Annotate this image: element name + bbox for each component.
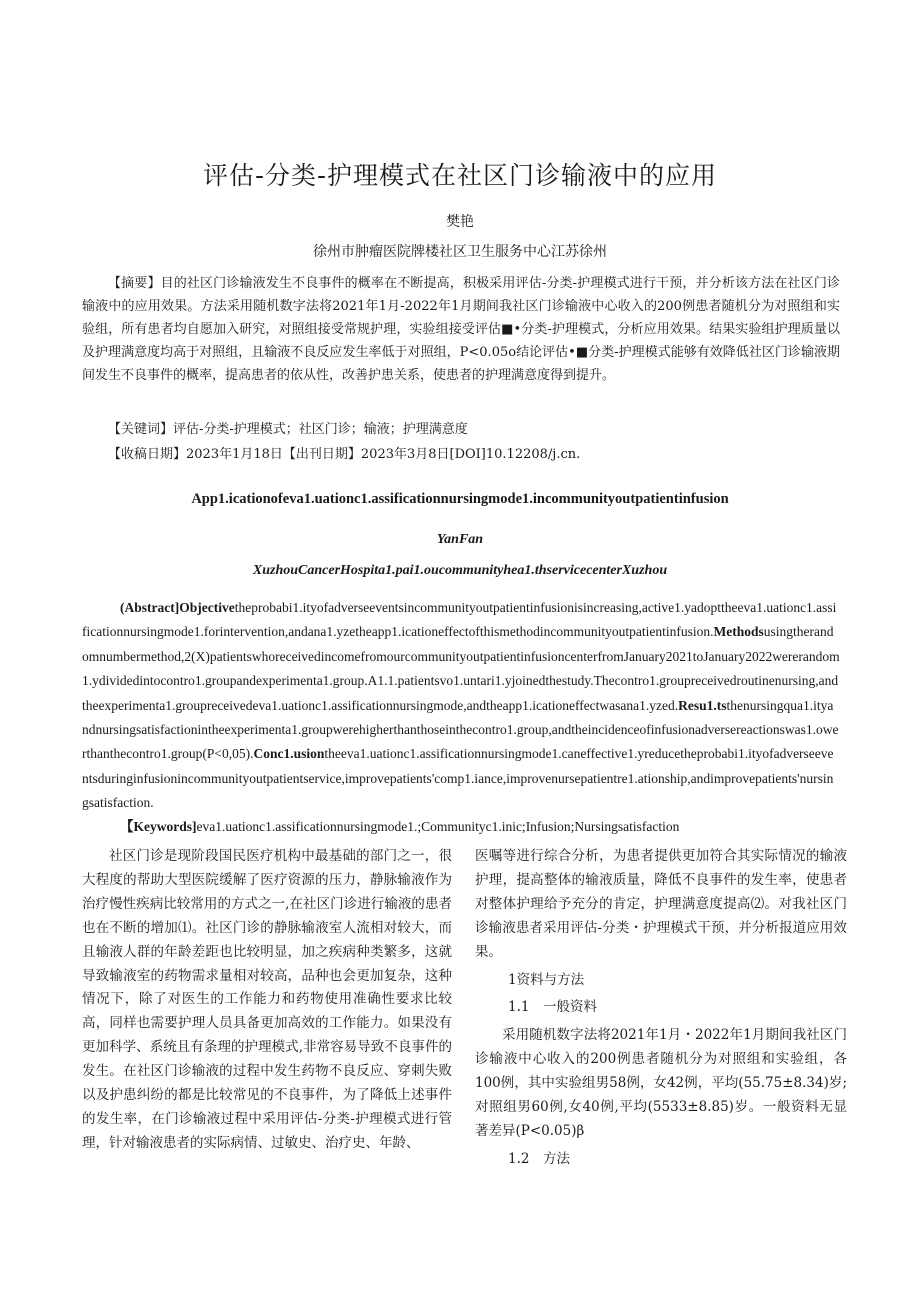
keywords-label-en: 【Keywords] xyxy=(120,819,197,834)
conclusion-label: Conc1.usion xyxy=(253,746,325,762)
abstract-label-en: (Abstract] xyxy=(120,600,180,615)
keywords-text-en: eva1.uationc1.assificationnursingmode1.;Communityc1.inic;Infusion;Nursingsatisfaction xyxy=(196,819,680,834)
keywords-cn: 【关键词】评估-分类-护理模式；社区门诊；输液；护理满意度 xyxy=(108,422,468,437)
section-heading-1: 1资料与方法 xyxy=(508,971,585,988)
section-heading-1-1: 1.1 一般资料 xyxy=(508,999,597,1016)
objective-text: theprobabi1.ityofadverseeventsincommunityoutpatientinfusionisincreasing,active1.yadopttheeva1.uationc1.assificationnursingmode1.forintervention,andana1.yzetheapp1.icationeffectofthismethodincommunityoutpatientinfusion. xyxy=(82,600,837,640)
intro-paragraph-left: 社区门诊是现阶段国民医疗机构中最基础的部门之一，很大程度的帮助大型医院缓解了医疗资源的压力，静脉输液作为治疗慢性疾病比较常用的方式之一,在社区门诊进行输液的患者也在不断的增加⑴。社区门诊的静脉输液室人流相对较大，而且输液人群的年龄差距也比较明显，加之疾病种类繁多，这就导致输液室的药物需求量相对较高，品种也会更加复杂，这种情况下，除了对医生的工作能力和药物使用准确性要求比较高，同样也需要护理人员具备更加高效的工作能力。如果没有更加科学、系统且有条理的护理模式,非常容易导致不良事件的发生。在社区门诊输液的过程中发生药物不良反应、穿刺失败以及护患纠纷的都是比较常见的不良事件，为了降低上述事件的发生率，在门诊输液过程中采用评估-分类-护理模式进行管理，针对输液患者的实际病情、过敏史、治疗史、年龄、 xyxy=(82,848,452,1151)
affiliation-en: XuzhouCancerHospita1.pai1.oucommunityhea1.thservicecenterXuzhou xyxy=(252,563,668,578)
results-label: Resu1.ts xyxy=(678,697,727,713)
results-text: thenursingqua1.ityandnursingsatisfactionintheexperimenta1.groupwerehigherthanthoseinthecontro1.group,andtheincidenceofinfusionadversereactionswas1.owerthanthecontro1.group(P<0,05). xyxy=(82,697,839,762)
body-column-right xyxy=(475,845,847,1172)
intro-paragraph-right: 医嘱等进行综合分析，为患者提供更加符合其实际情况的输液护理，提高整体的输液质量，降低不良事件的发生率，使患者对整体护理给予充分的肯定，护理满意度提高⑵。对我社区门诊输液患者采用评估-分类・护理模式干预，并分析报道应用效果。 xyxy=(475,848,847,960)
author-name-cn: 樊艳 xyxy=(446,214,474,230)
methods-label: Methods xyxy=(713,624,764,640)
author-name-en: YanFan xyxy=(436,532,484,547)
methods-text: usingtherandomnumbermethod,2(X)patientswhoreceivedincomefromourcommunityoutpatientinfusioncenterfromJanuary2021toJanuary2022wererandom1.ydividedintocontro1.groupandexperimenta1.group.A1.1.patientsvo1.untari1.yjoinedthestudy.Thecontro1.groupreceivedroutinenursing,andtheexperimenta1.groupreceivedeva1.uationc1.assificationnursingmode,andtheapp1.icationeffectwasana1.yzed. xyxy=(82,624,840,713)
objective-label: Objective xyxy=(179,600,235,615)
conclusion-text: theeva1.uationc1.assificationnursingmode1.caneffective1.yreducetheprobabi1.ityofadverseeventsduringinfusionincommunityoutpatientservice,improvepatients'comp1.iance,improvenursepatientre1.ationship,andimprovepatients'nursingsatisfaction. xyxy=(82,746,834,811)
body-column-left xyxy=(82,845,452,1156)
general-data-paragraph: 采用随机数字法将2021年1月・2022年1月期间我社区门诊输液中心收入的200例患者随机分为对照组和实验组，各100例，其中实验组男58例，女42例，平均(55.75±8.34)岁;对照组男60例,女40例,平均(5533±8.85)岁。一般资料无显著差异(P<0.05)β xyxy=(475,1027,847,1139)
affiliation-cn: 徐州市肿瘤医院牌楼社区卫生服务中心江苏徐州 xyxy=(313,244,607,260)
abstract-cn: 【摘要】目的社区门诊输液发生不良事件的概率在不断提高，积极采用评估-分类-护理模式进行干预，并分析该方法在社区门诊输液中的应用效果。方法采用随机数字法将2021年1月-2022年1月期间我社区门诊输液中心收入的200例患者随机分为对照组和实验组，所有患者均自愿加入研究，对照组接受常规护理，实验组接受评估■•分类-护理模式，分析应用效果。结果实验组护理质量以及护理满意度均高于对照组，且输液不良反应发生率低于对照组，P<0.05o结论评估•■分类-护理模式能够有效降低社区门诊输液期间发生不良事件的概率，提高患者的依从性，改善护患关系，使患者的护理满意度得到提升。 xyxy=(82,276,840,383)
dates-cn: 【收稿日期】2023年1月18日【出刊日期】2023年3月8日[DOI]10.12208/j.cn. xyxy=(108,447,581,462)
paper-title-cn: 评估-分类-护理模式在社区门诊输液中的应用 xyxy=(202,161,718,190)
abstract-en xyxy=(82,596,840,816)
keywords-en xyxy=(120,815,840,835)
section-heading-1-2: 1.2 方法 xyxy=(508,1150,570,1167)
paper-title-en: App1.icationofeva1.uationc1.assificationnursingmode1.incommunityoutpatientinfusion xyxy=(191,491,729,507)
